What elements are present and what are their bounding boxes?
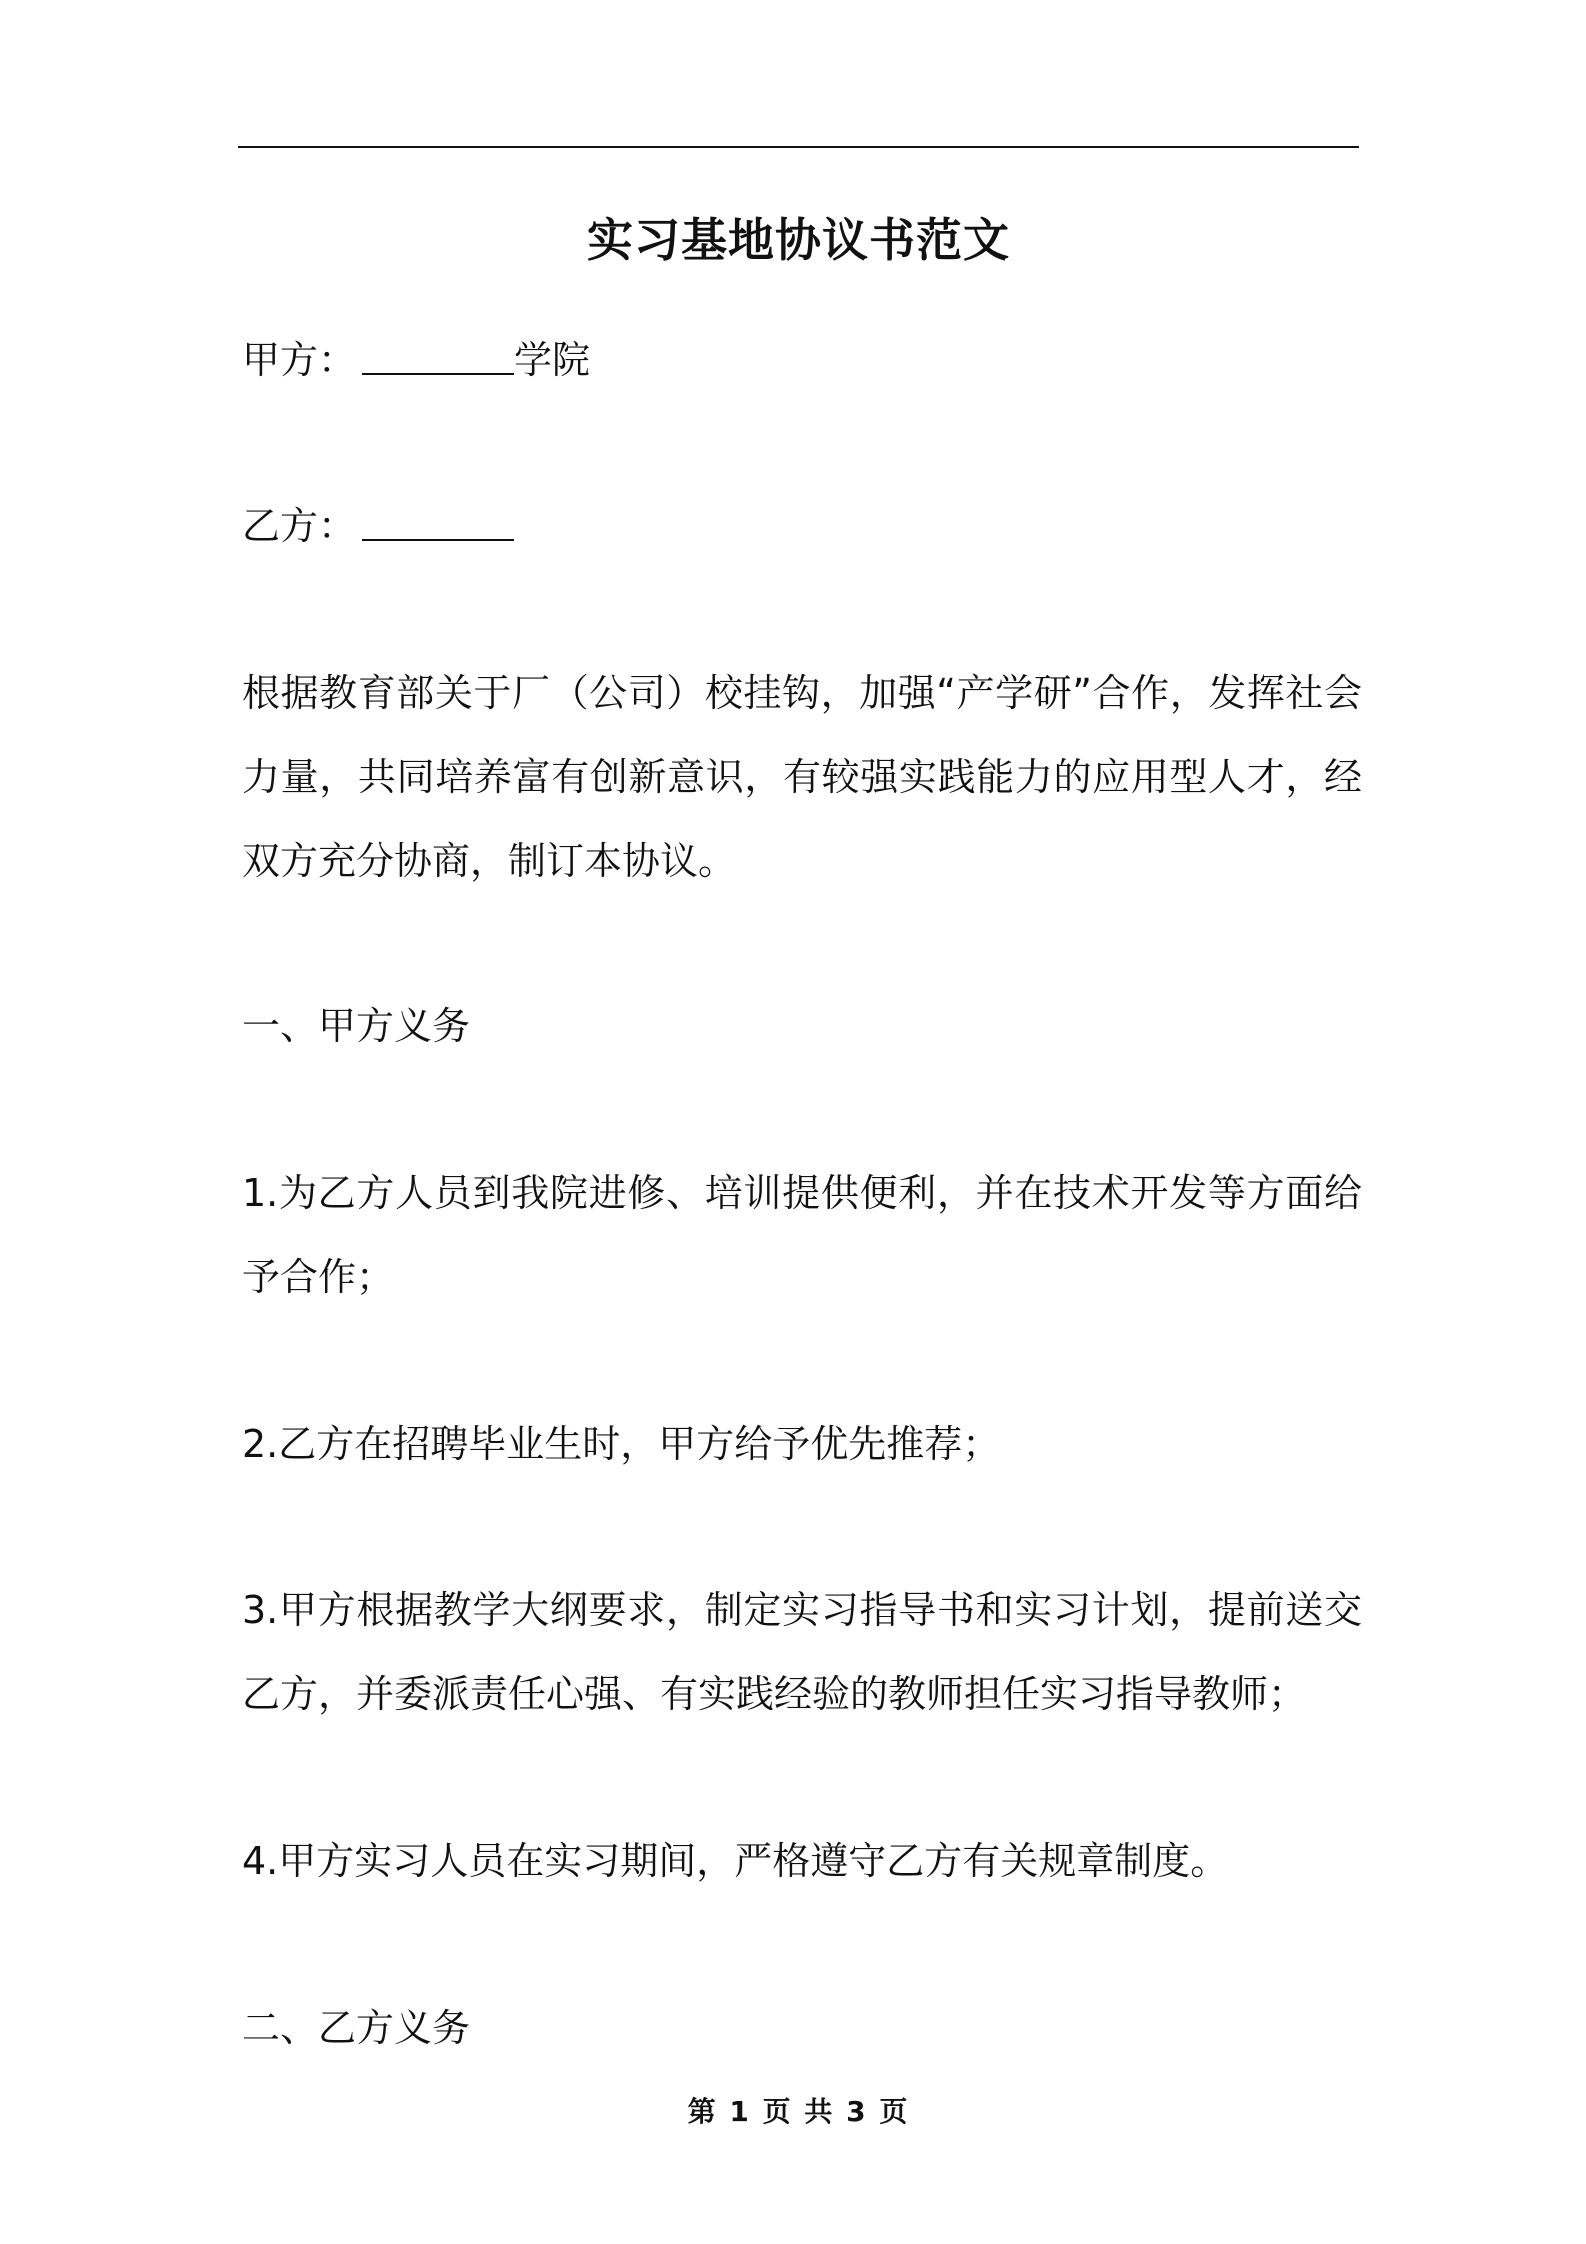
party-b-blank [362,505,514,541]
section-1-item-1: 1.为乙方人员到我院进修、培训提供便利，并在技术开发等方面给予合作； [242,1171,1362,1299]
party-b-line [242,484,1362,568]
document-title: 实习基地协议书范文 [587,213,1010,267]
section-1-item-3: 3.甲方根据教学大纲要求，制定实习指导书和实习计划，提前送交乙方，并委派责任心强、有实践经验的教师担任实习指导教师； [242,1588,1362,1716]
section-2-heading: 二、乙方义务 [242,2006,471,2050]
party-a-label: 甲方： [242,338,357,382]
header-rule [238,146,1359,148]
party-a-line [242,318,1362,402]
section-1-heading: 一、甲方义务 [242,1004,471,1048]
party-b-label: 乙方： [242,504,357,548]
party-a-suffix: 学院 [514,338,591,382]
page-footer: 第 1 页 共 3 页 [687,2095,910,2128]
party-a-blank [362,339,514,375]
section-1-item-2: 2.乙方在招聘毕业生时，甲方给予优先推荐； [242,1422,1001,1466]
section-1-item-4: 4.甲方实习人员在实习期间，严格遵守乙方有关规章制度。 [242,1839,1229,1883]
intro-paragraph: 根据教育部关于厂（公司）校挂钩，加强“产学研”合作，发挥社会力量，共同培养富有创新意识，有较强实践能力的应用型人才，经双方充分协商，制订本协议。 [242,671,1362,883]
